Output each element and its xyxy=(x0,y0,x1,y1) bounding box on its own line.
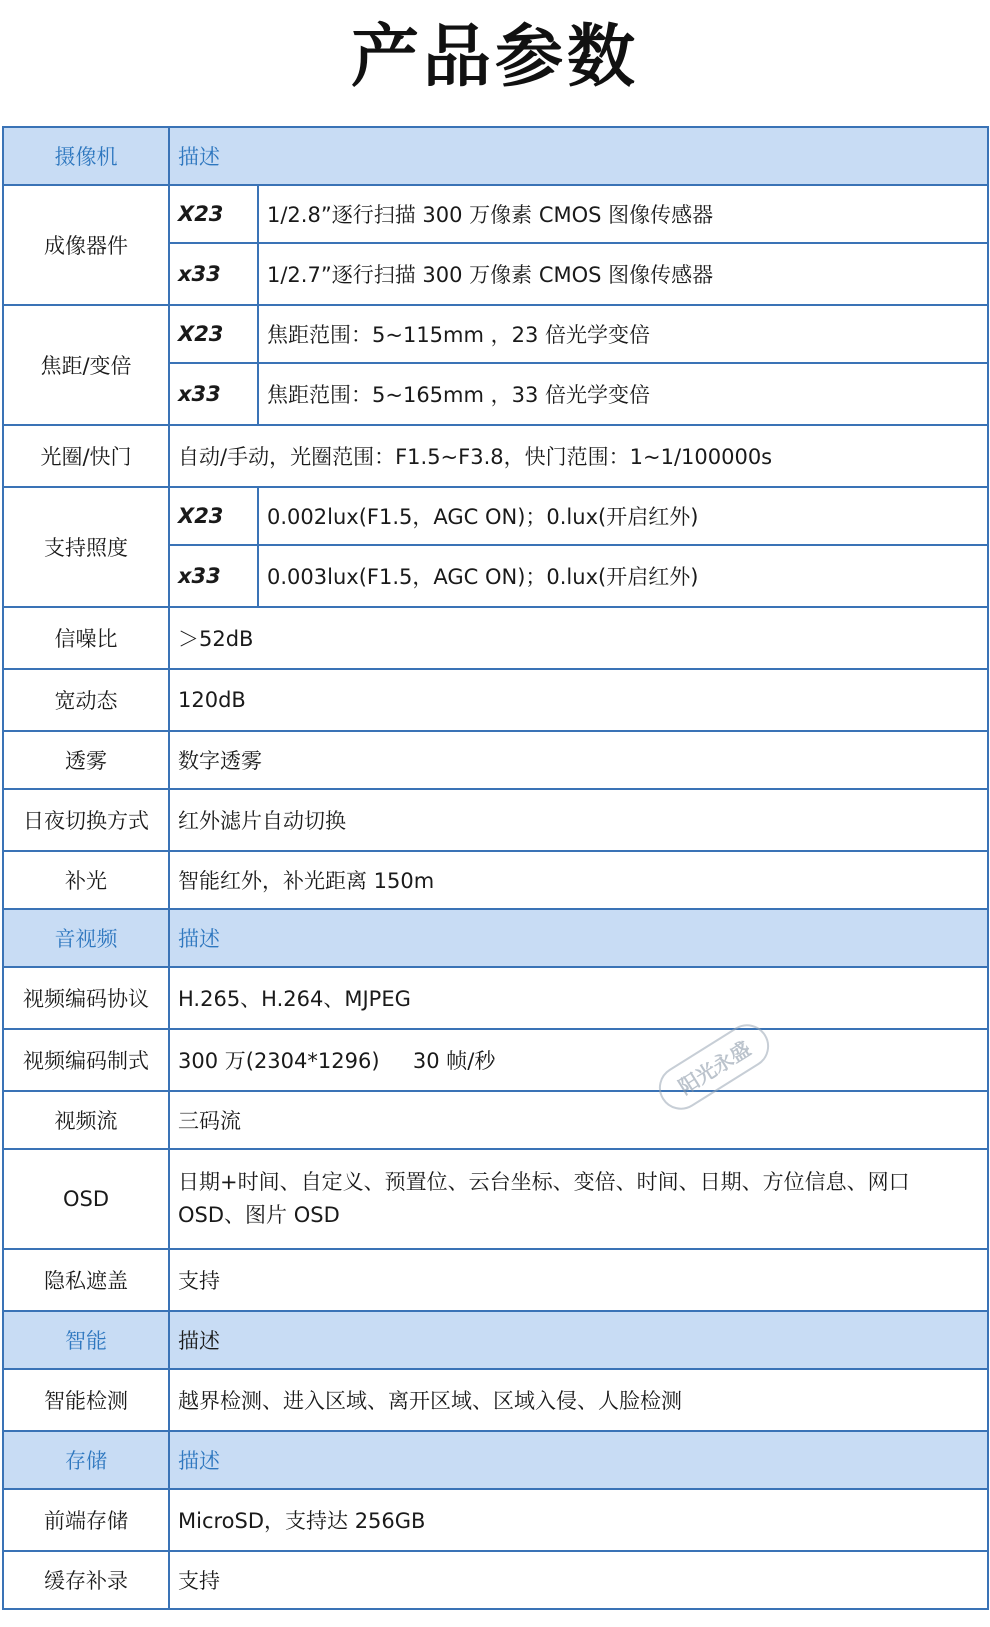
row-label: 透雾 xyxy=(3,731,169,789)
row-label: 隐私遮盖 xyxy=(3,1249,169,1311)
table-row xyxy=(3,305,988,363)
watermark-text: 阳光永盛 xyxy=(674,1036,755,1100)
table-row xyxy=(3,669,988,731)
row-value: 越界检测、进入区域、离开区域、区域入侵、人脸检测 xyxy=(169,1369,988,1431)
row-value: 300 万(2304*1296) 30 帧/秒 xyxy=(169,1029,988,1091)
model-label: X23 xyxy=(169,305,258,363)
row-label: 焦距/变倍 xyxy=(3,305,169,425)
row-value: 支持 xyxy=(169,1551,988,1609)
table-row xyxy=(3,1369,988,1431)
table-row xyxy=(3,967,988,1029)
table-row xyxy=(3,1249,988,1311)
row-label: 光圈/快门 xyxy=(3,425,169,487)
row-label: 信噪比 xyxy=(3,607,169,669)
row-label: OSD xyxy=(3,1149,169,1249)
model-label: x33 xyxy=(169,545,258,607)
row-label: 支持照度 xyxy=(3,487,169,607)
table-row xyxy=(3,185,988,243)
model-label: X23 xyxy=(169,185,258,243)
row-label: 视频编码制式 xyxy=(3,1029,169,1091)
section-label: 音视频 xyxy=(3,909,169,967)
section-label: 智能 xyxy=(3,1311,169,1369)
row-value: 1/2.7”逐行扫描 300 万像素 CMOS 图像传感器 xyxy=(258,243,988,305)
section-desc: 描述 xyxy=(169,909,988,967)
row-label: 前端存储 xyxy=(3,1489,169,1551)
model-label: x33 xyxy=(169,363,258,425)
row-label: 智能检测 xyxy=(3,1369,169,1431)
row-value: 0.003lux(F1.5，AGC ON)；0.lux(开启红外) xyxy=(258,545,988,607)
row-value: 1/2.8”逐行扫描 300 万像素 CMOS 图像传感器 xyxy=(258,185,988,243)
row-label: 宽动态 xyxy=(3,669,169,731)
row-label: 视频流 xyxy=(3,1091,169,1149)
row-value: 焦距范围：5~165mm ，33 倍光学变倍 xyxy=(258,363,988,425)
table-row xyxy=(3,851,988,909)
row-value: 支持 xyxy=(169,1249,988,1311)
table-row xyxy=(3,1489,988,1551)
row-value: 红外滤片自动切换 xyxy=(169,789,988,851)
section-header-camera xyxy=(3,127,988,185)
table-row xyxy=(3,487,988,545)
row-value: 数字透雾 xyxy=(169,731,988,789)
row-value: 日期+时间、自定义、预置位、云台坐标、变倍、时间、日期、方位信息、网口 OSD、图片 OSD xyxy=(169,1149,988,1249)
table-row xyxy=(3,731,988,789)
section-label: 摄像机 xyxy=(3,127,169,185)
row-value: 焦距范围：5~115mm ，23 倍光学变倍 xyxy=(258,305,988,363)
row-label: 日夜切换方式 xyxy=(3,789,169,851)
row-value: H.265、H.264、MJPEG xyxy=(169,967,988,1029)
row-label: 补光 xyxy=(3,851,169,909)
row-value: 自动/手动，光圈范围：F1.5~F3.8，快门范围：1~1/100000s xyxy=(169,425,988,487)
row-label: 成像器件 xyxy=(3,185,169,305)
table-row xyxy=(3,1029,988,1091)
section-header-smart xyxy=(3,1311,988,1369)
row-label: 缓存补录 xyxy=(3,1551,169,1609)
section-header-av xyxy=(3,909,988,967)
row-value: ＞52dB xyxy=(169,607,988,669)
table-row xyxy=(3,1149,988,1249)
section-desc: 描述 xyxy=(169,1311,988,1369)
section-desc: 描述 xyxy=(169,1431,988,1489)
table-row xyxy=(3,1091,988,1149)
row-value: 120dB xyxy=(169,669,988,731)
section-label: 存储 xyxy=(3,1431,169,1489)
section-header-storage xyxy=(3,1431,988,1489)
section-desc: 描述 xyxy=(169,127,988,185)
row-label: 视频编码协议 xyxy=(3,967,169,1029)
table-row xyxy=(3,607,988,669)
model-label: x33 xyxy=(169,243,258,305)
row-value: 智能红外，补光距离 150m xyxy=(169,851,988,909)
table-row xyxy=(3,789,988,851)
row-value: 三码流 xyxy=(169,1091,988,1149)
spec-table xyxy=(2,126,989,1610)
page-title: 产品参数 xyxy=(350,18,639,97)
row-value: 0.002lux(F1.5，AGC ON)；0.lux(开启红外) xyxy=(258,487,988,545)
table-row xyxy=(3,1551,988,1609)
row-value: MicroSD，支持达 256GB xyxy=(169,1489,988,1551)
model-label: X23 xyxy=(169,487,258,545)
table-row xyxy=(3,425,988,487)
